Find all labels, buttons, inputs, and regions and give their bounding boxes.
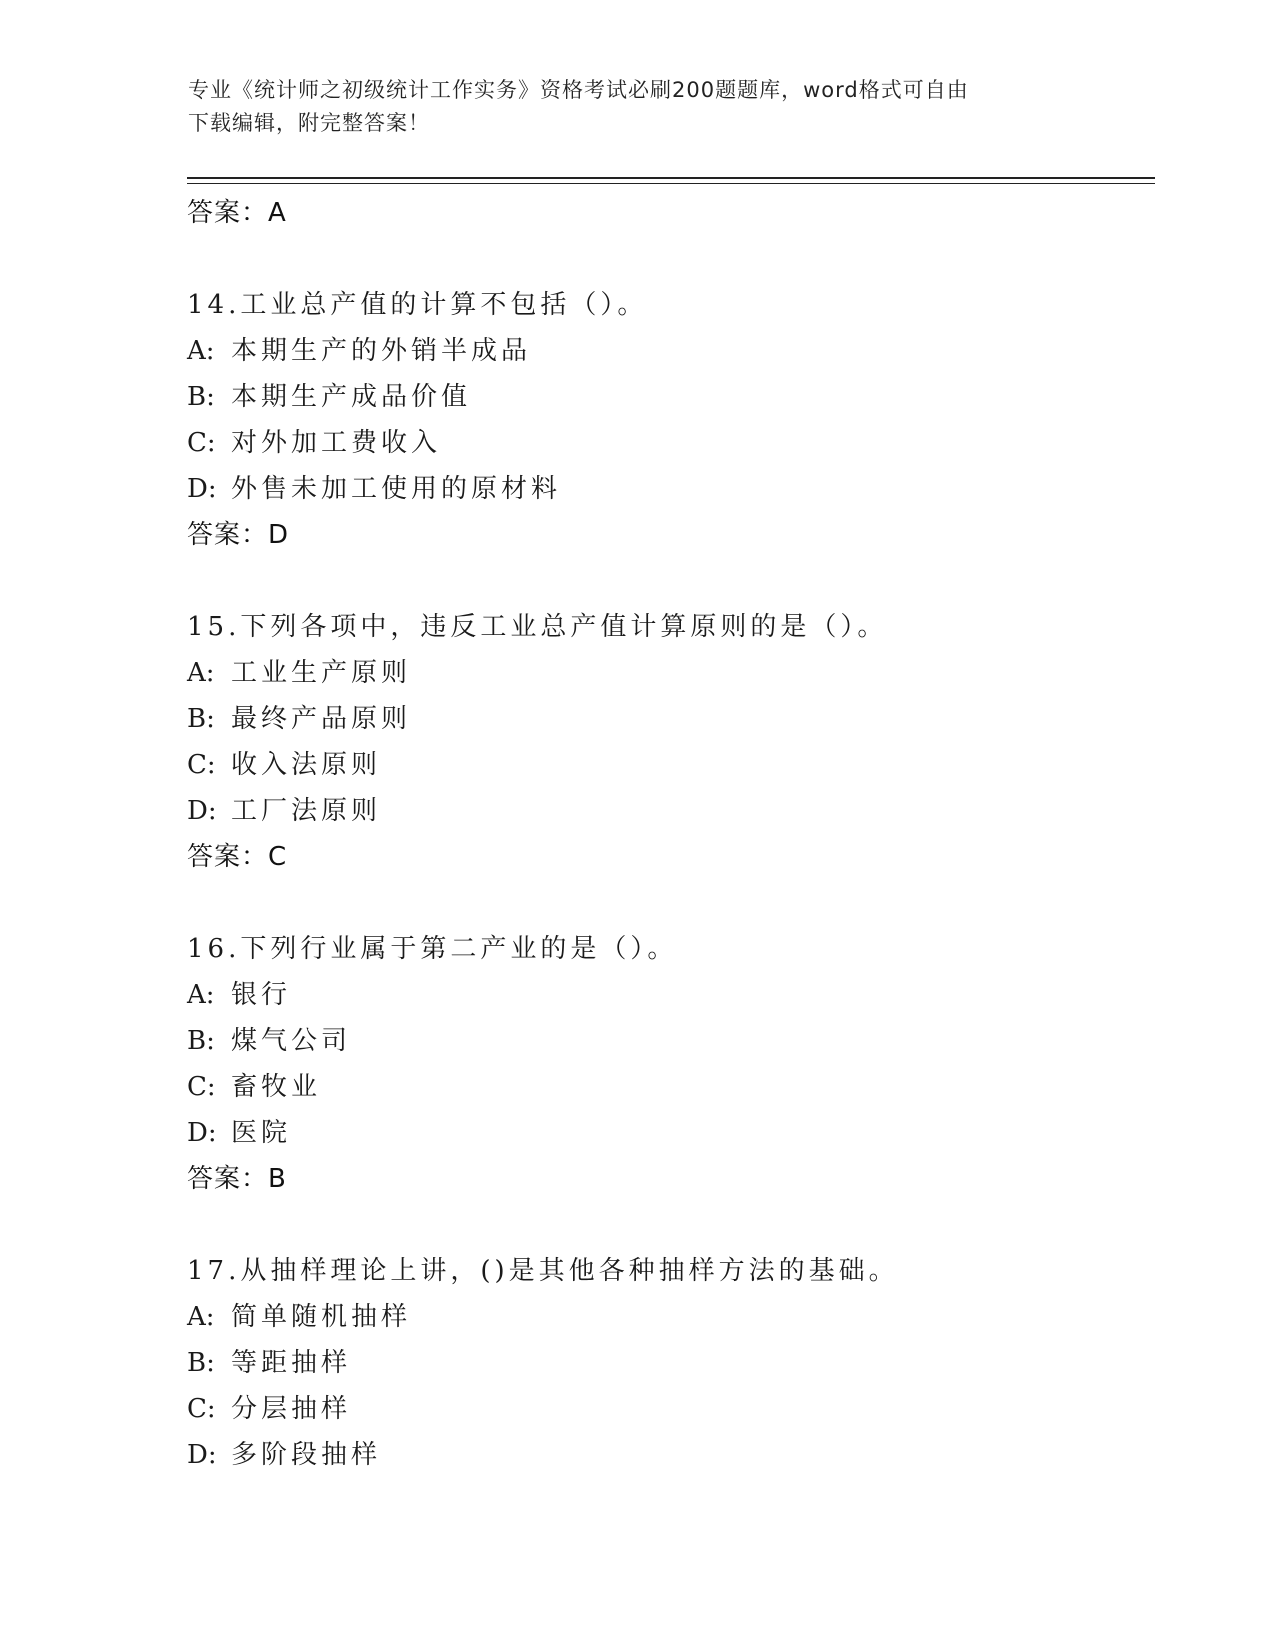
option-text: 等距抽样 <box>231 1348 352 1378</box>
answer-option <box>187 1432 1147 1478</box>
header-divider-thick <box>187 177 1155 179</box>
option-key: A: <box>187 658 215 688</box>
option-text: 最终产品原则 <box>231 704 412 734</box>
answer-option <box>187 328 1147 374</box>
option-text: 简单随机抽样 <box>231 1302 412 1332</box>
option-key: D: <box>187 1440 217 1470</box>
answer-option <box>187 1340 1147 1386</box>
answer-line: 答案：C <box>187 842 288 872</box>
option-key: C: <box>187 1394 216 1424</box>
answer-line: 答案：A <box>187 198 287 228</box>
option-text: 本期生产成品价值 <box>231 382 472 412</box>
question-stem: 14.工业总产值的计算不包括（）。 <box>187 290 648 320</box>
option-key: B: <box>187 704 215 734</box>
option-text: 畜牧业 <box>231 1072 322 1102</box>
answer-option <box>187 788 1147 834</box>
question-stem: 16.下列行业属于第二产业的是（）。 <box>187 934 678 964</box>
option-key: D: <box>187 796 217 826</box>
header-divider-thin <box>187 183 1155 184</box>
option-text: 本期生产的外销半成品 <box>231 336 532 366</box>
option-text: 收入法原则 <box>231 750 382 780</box>
answer-line: 答案：B <box>187 1164 287 1194</box>
document-header <box>188 74 1088 140</box>
option-key: C: <box>187 1072 216 1102</box>
option-key: B: <box>187 382 215 412</box>
answer-option <box>187 1294 1147 1340</box>
option-key: B: <box>187 1348 215 1378</box>
option-text: 医院 <box>231 1118 292 1148</box>
question-block <box>187 282 1147 558</box>
option-key: D: <box>187 1118 217 1148</box>
option-key: A: <box>187 336 215 366</box>
answer-option <box>187 696 1147 742</box>
option-text: 对外加工费收入 <box>231 428 442 458</box>
header-line-2: 下载编辑，附完整答案！ <box>188 111 430 135</box>
option-text: 分层抽样 <box>231 1394 352 1424</box>
option-text: 工业生产原则 <box>231 658 412 688</box>
option-key: C: <box>187 428 216 458</box>
option-text: 外售未加工使用的原材料 <box>231 474 562 504</box>
option-text: 煤气公司 <box>231 1026 352 1056</box>
question-block <box>187 926 1147 1202</box>
option-key: B: <box>187 1026 215 1056</box>
question-stem: 15.下列各项中，违反工业总产值计算原则的是（）。 <box>187 612 888 642</box>
answer-line: 答案：D <box>187 520 290 550</box>
option-key: C: <box>187 750 216 780</box>
option-text: 银行 <box>231 980 292 1010</box>
answer-option <box>187 466 1147 512</box>
answer-option <box>187 1110 1147 1156</box>
answer-option <box>187 650 1147 696</box>
question-content <box>187 190 1147 1478</box>
option-text: 多阶段抽样 <box>231 1440 382 1470</box>
option-key: A: <box>187 1302 215 1332</box>
header-line-1: 专业《统计师之初级统计工作实务》资格考试必刷200题题库，word格式可自由 <box>188 78 969 102</box>
answer-option <box>187 742 1147 788</box>
answer-option <box>187 972 1147 1018</box>
option-key: D: <box>187 474 217 504</box>
answer-option <box>187 1386 1147 1432</box>
question-block <box>187 1248 1147 1478</box>
answer-option <box>187 1018 1147 1064</box>
answer-option <box>187 374 1147 420</box>
answer-option <box>187 1064 1147 1110</box>
option-text: 工厂法原则 <box>231 796 382 826</box>
answer-option <box>187 420 1147 466</box>
question-block <box>187 604 1147 880</box>
question-list <box>187 282 1147 1478</box>
question-stem: 17.从抽样理论上讲，()是其他各种抽样方法的基础。 <box>187 1256 899 1286</box>
option-key: A: <box>187 980 215 1010</box>
